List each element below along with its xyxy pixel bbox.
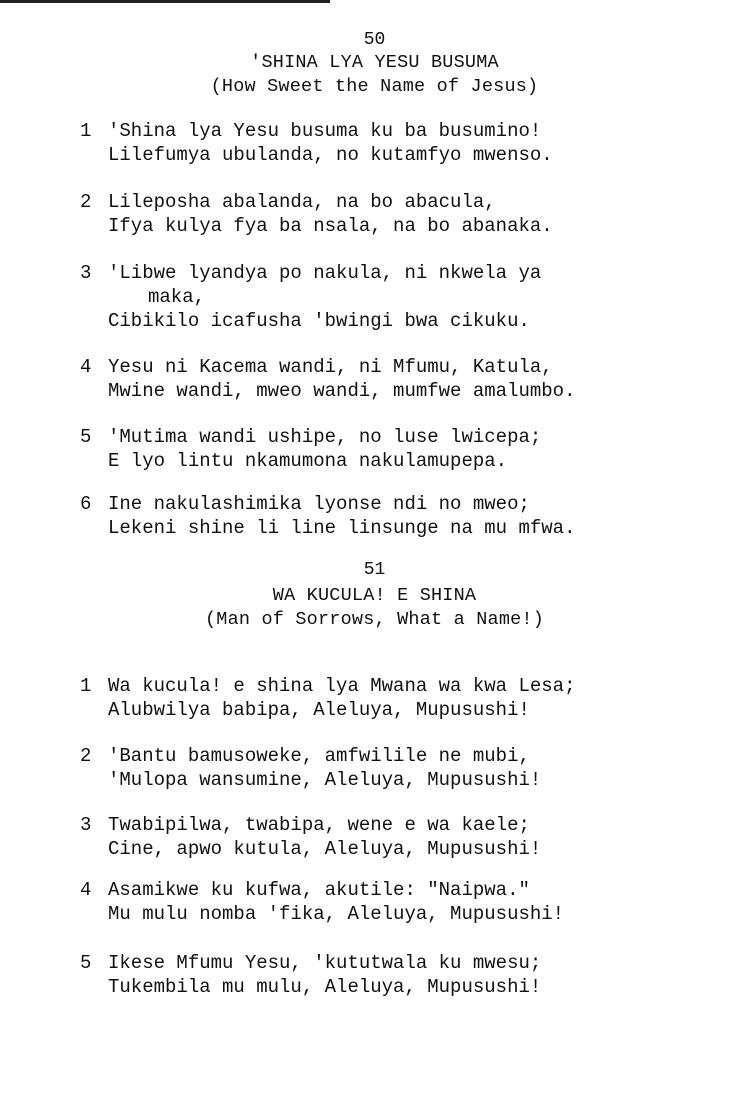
verse-line: Asamikwe ku kufwa, akutile: "Naipwa." <box>108 879 530 901</box>
verse-line: Ikese Mfumu Yesu, 'kututwala ku mwesu; <box>108 952 542 974</box>
verse-line: Wa kucula! e shina lya Mwana wa kwa Lesa; <box>108 675 576 697</box>
verse-line: Mwine wandi, mweo wandi, mumfwe amalumbo. <box>108 380 576 402</box>
verse-line: Lilefumya ubulanda, no kutamfyo mwenso. <box>108 144 553 166</box>
verse-line: 'Libwe lyandya po nakula, ni nkwela ya <box>108 262 542 284</box>
verse-line: Yesu ni Kacema wandi, ni Mfumu, Katula, <box>108 356 553 378</box>
verse-number: 2 <box>80 745 92 767</box>
verse-line: Ifya kulya fya ba nsala, na bo abanaka. <box>108 215 553 237</box>
hymn-number: 51 <box>363 560 386 580</box>
verse-line: 'Shina lya Yesu busuma ku ba busumino! <box>108 120 542 142</box>
hymn-subtitle: (How Sweet the Name of Jesus) <box>210 76 539 97</box>
verse-number: 5 <box>80 952 92 974</box>
verse-line: 'Mutima wandi ushipe, no luse lwicepa; <box>108 426 542 448</box>
verse-line: 'Bantu bamusoweke, amfwilile ne mubi, <box>108 745 530 767</box>
verse-line: Mu mulu nomba 'fika, Aleluya, Mupusushi! <box>108 903 565 925</box>
verse-line: Cibikilo icafusha 'bwingi bwa cikuku. <box>108 310 530 332</box>
hymn-subtitle: (Man of Sorrows, What a Name!) <box>204 609 545 630</box>
verse-line: Cine, apwo kutula, Aleluya, Mupusushi! <box>108 838 542 860</box>
hymn-title: WA KUCULA! E SHINA <box>272 585 477 606</box>
verse-line: Lekeni shine li line linsunge na mu mfwa. <box>108 517 576 539</box>
verse-number: 3 <box>80 814 92 836</box>
verse-number: 4 <box>80 879 92 901</box>
verse-number: 5 <box>80 426 92 448</box>
verse-number: 6 <box>80 493 92 515</box>
verse-line: Alubwilya babipa, Aleluya, Mupusushi! <box>108 699 530 721</box>
hymn-title: 'SHINA LYA YESU BUSUMA <box>250 52 499 73</box>
verse-line: Tukembila mu mulu, Aleluya, Mupusushi! <box>108 976 542 998</box>
verse-line-continued: maka, <box>148 286 206 308</box>
verse-number: 3 <box>80 262 92 284</box>
top-rule <box>0 0 330 3</box>
hymn-number: 50 <box>363 30 386 50</box>
verse-number: 4 <box>80 356 92 378</box>
verse-number: 1 <box>80 120 92 142</box>
verse-number: 2 <box>80 191 92 213</box>
verse-line: 'Mulopa wansumine, Aleluya, Mupusushi! <box>108 769 542 791</box>
verse-line: E lyo lintu nkamumona nakulamupepa. <box>108 450 508 472</box>
verse-line: Twabipilwa, twabipa, wene e wa kaele; <box>108 814 530 836</box>
verse-number: 1 <box>80 675 92 697</box>
verse-line: Ine nakulashimika lyonse ndi no mweo; <box>108 493 530 515</box>
verse-line: Lileposha abalanda, na bo abacula, <box>108 191 496 213</box>
